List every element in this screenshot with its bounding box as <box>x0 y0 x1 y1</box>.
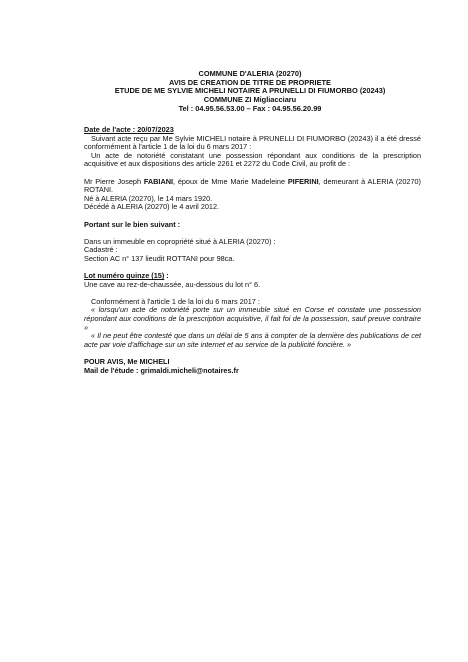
loi-quote-1: « lorsqu'un acte de notoriété porte sur un immeuble situé en Corse et constate une possession répondant aux conditions de la prescription acquisitive, il fait foi de la possession, sauf preuve contraire » <box>84 305 421 332</box>
acte-paragraph-2: Un acte de notoriété constatant une possession répondant aux conditions de la prescription acquisitive et aux dispositions des article 2261 et 2272 du Code Civil, au profit de : <box>84 150 421 169</box>
lot-heading-suffix: : <box>164 271 169 281</box>
bien-section: Section AC n° 137 lieudit ROTTANI pour 98ca. <box>84 253 235 263</box>
beneficiaire-post: , demeurant à ALERIA (20270) ROTANI. <box>84 176 421 195</box>
notice-header <box>60 70 440 114</box>
loi-quote-2: « Il ne peut être contesté que dans un délai de 5 ans à compter de la dernière des publications de cet acte par voie d'affichage sur un site internet et au service de la publicité foncière. » <box>84 331 421 349</box>
beneficiaire-surname: FABIANI <box>143 176 174 186</box>
etude-mail: Mail de l'étude : grimaldi.micheli@notaires.fr <box>84 365 239 375</box>
lot-heading: Lot numéro quinze (15) <box>84 271 165 281</box>
header-title: AVIS DE CREATION DE TITRE DE PROPRIETE <box>169 77 331 87</box>
beneficiaire-mid: , époux de Mme Marie Madeleine <box>173 176 288 186</box>
date-acte: Date de l'acte : 20/07/2023 <box>84 125 174 134</box>
notice-body <box>84 126 421 375</box>
beneficiaire-pre: Mr Pierre Joseph <box>84 176 144 186</box>
beneficiaire-birth: Né à ALERIA (20270), le 14 mars 1920. <box>84 193 213 203</box>
loi-intro: Conformément à l'article 1 de la loi du 6 mars 2017 : <box>91 296 260 306</box>
beneficiaire-death: Décédé à ALERIA (20270) le 4 avril 2012. <box>84 202 220 212</box>
spouse-surname: PIFERINI <box>287 176 319 186</box>
header-etude: ETUDE DE ME SYLVIE MICHELI NOTAIRE A PRUNELLI DI FIUMORBO (20243) <box>114 86 386 96</box>
bien-cadastre: Cadastré : <box>84 245 118 255</box>
lot-description: Une cave au rez-de-chaussée, au-dessous du lot n° 6. <box>84 279 261 289</box>
bien-immeuble: Dans un immeuble en copropriété situé à ALERIA (20270) : <box>84 236 276 246</box>
signature-line: POUR AVIS, Me MICHELI <box>84 357 170 367</box>
header-zone: COMMUNE ZI Migliacciaru <box>203 95 297 105</box>
bien-heading: Portant sur le bien suivant : <box>84 219 181 229</box>
acte-paragraph-1: Suivant acte reçu par Me Sylvie MICHELI notaire à PRUNELLI DI FIUMORBO (20243) il a été dressé conformément à l'article 1 de la loi du 6 mars 2017 : <box>84 133 421 152</box>
header-contact: Tel : 04.95.56.53.00 – Fax : 04.95.56.20.99 <box>178 103 322 113</box>
beneficiaire-line <box>84 178 421 195</box>
header-commune: COMMUNE D'ALERIA (20270) <box>198 69 302 78</box>
